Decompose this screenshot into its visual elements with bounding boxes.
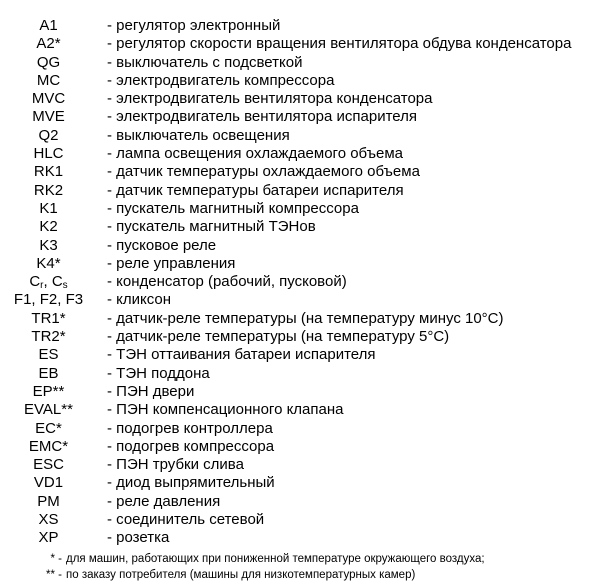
legend-code: K4* bbox=[36, 254, 61, 272]
legend-row bbox=[0, 54, 615, 72]
legend-row bbox=[0, 328, 615, 346]
legend-code: EP** bbox=[32, 382, 65, 400]
legend-row bbox=[0, 346, 615, 364]
legend-description: - датчик-реле температуры (на температуру минус 10°C) bbox=[107, 309, 504, 327]
footnote-text: по заказу потребителя (машины для низкотемпературных камер) bbox=[66, 569, 416, 581]
legend-code: EVAL** bbox=[24, 401, 73, 419]
legend-description: - электродвигатель вентилятора конденсатора bbox=[107, 90, 433, 108]
legend-row bbox=[0, 90, 615, 108]
legend-code: ESC bbox=[33, 456, 64, 474]
legend-row bbox=[0, 310, 615, 328]
legend-row bbox=[0, 163, 615, 181]
capacitor-separator: , C bbox=[43, 273, 63, 291]
legend-row bbox=[0, 365, 615, 383]
legend-code: QG bbox=[36, 53, 61, 71]
footnote-single-asterisk bbox=[0, 551, 615, 567]
legend-description: - лампа освещения охлаждаемого объема bbox=[107, 145, 404, 163]
legend-code: MC bbox=[36, 71, 61, 89]
legend-row bbox=[0, 383, 615, 401]
legend-description: - электродвигатель компрессора bbox=[107, 71, 335, 89]
legend-code: Q2 bbox=[38, 126, 59, 144]
legend-row bbox=[0, 420, 615, 438]
footnotes bbox=[0, 551, 615, 583]
legend-description: - ТЭН поддона bbox=[107, 364, 210, 382]
legend-row bbox=[0, 145, 615, 163]
legend-description: - кликсон bbox=[107, 291, 172, 309]
legend-description: - реле давления bbox=[107, 492, 221, 510]
legend-description: - регулятор скорости вращения вентилятора обдува конденсатора bbox=[107, 35, 572, 53]
legend-code: A1 bbox=[39, 17, 58, 34]
legend-row bbox=[0, 273, 615, 291]
legend-description: - датчик температуры батареи испарителя bbox=[107, 181, 404, 199]
legend-description: - ПЭН трубки слива bbox=[107, 456, 244, 474]
footnote-mark: * - bbox=[50, 553, 62, 565]
legend-code: XS bbox=[38, 511, 59, 529]
legend-row bbox=[0, 108, 615, 126]
legend-code: RK2 bbox=[33, 181, 64, 199]
capacitor-subscript-r: r bbox=[40, 280, 44, 292]
legend-row bbox=[0, 438, 615, 456]
legend-description: - выключатель с подсветкой bbox=[107, 53, 303, 71]
legend-row bbox=[0, 493, 615, 511]
legend-description: - подогрев контроллера bbox=[107, 419, 273, 437]
legend-code: RK1 bbox=[33, 163, 64, 181]
legend-description: - пускатель магнитный компрессора bbox=[107, 199, 359, 217]
legend-description: - ПЭН двери bbox=[107, 382, 195, 400]
legend-code: XP bbox=[38, 529, 59, 547]
legend-row bbox=[0, 237, 615, 255]
legend-row bbox=[0, 127, 615, 145]
legend-code: TR2* bbox=[31, 328, 66, 346]
legend-description: - пускатель магнитный ТЭНов bbox=[107, 218, 316, 236]
legend-code: EB bbox=[38, 364, 59, 382]
legend-description: - реле управления bbox=[107, 254, 236, 272]
legend-description: - датчик-реле температуры (на температуру 5°C) bbox=[107, 328, 450, 346]
legend-row bbox=[0, 218, 615, 236]
footnote-double-asterisk bbox=[0, 567, 615, 583]
legend-description: - регулятор электронный bbox=[107, 17, 281, 34]
legend-row bbox=[0, 529, 615, 547]
legend-code: EMC* bbox=[28, 437, 69, 455]
legend-code: K2 bbox=[39, 218, 58, 236]
legend-code: HLC bbox=[33, 145, 64, 163]
legend-list bbox=[0, 17, 615, 548]
legend-description: - конденсатор (рабочий, пусковой) bbox=[107, 273, 347, 291]
legend-code: F1, F2, F3 bbox=[13, 291, 84, 309]
legend-description: - выключатель освещения bbox=[107, 126, 290, 144]
legend-description: - розетка bbox=[107, 529, 170, 547]
legend-row bbox=[0, 291, 615, 309]
legend-description: - ТЭН оттаивания батареи испарителя bbox=[107, 346, 376, 364]
legend-code: MVE bbox=[32, 108, 65, 126]
legend-description: - датчик температуры охлаждаемого объема bbox=[107, 163, 420, 181]
legend-code: A2* bbox=[36, 35, 61, 53]
legend-row bbox=[0, 72, 615, 90]
legend-row bbox=[0, 17, 615, 35]
legend-row bbox=[0, 35, 615, 53]
legend-description: - пусковое реле bbox=[107, 236, 217, 254]
legend-code: K1 bbox=[39, 199, 58, 217]
legend-row bbox=[0, 255, 615, 273]
legend-code: TR1* bbox=[31, 309, 66, 327]
footnote-text: для машин, работающих при пониженной температуре окружающего воздуха; bbox=[66, 553, 485, 565]
legend-code: K3 bbox=[39, 236, 58, 254]
legend-code: ES bbox=[38, 346, 59, 364]
footnote-mark: ** - bbox=[46, 569, 62, 581]
legend-row bbox=[0, 401, 615, 419]
legend-row bbox=[0, 200, 615, 218]
legend-description: - электродвигатель вентилятора испарителя bbox=[107, 108, 418, 126]
legend-row bbox=[0, 474, 615, 492]
legend-row bbox=[0, 182, 615, 200]
legend-code: EC* bbox=[35, 419, 62, 437]
legend-code: VD1 bbox=[33, 474, 64, 492]
legend-row bbox=[0, 456, 615, 474]
legend-code: PM bbox=[37, 492, 60, 510]
capacitor-subscript-s: s bbox=[62, 280, 68, 292]
legend-description: - подогрев компрессора bbox=[107, 437, 275, 455]
capacitor-symbol: C bbox=[29, 273, 41, 291]
legend-description: - диод выпрямительный bbox=[107, 474, 275, 492]
legend-row bbox=[0, 511, 615, 529]
legend-description: - соединитель сетевой bbox=[107, 511, 265, 529]
legend-code: MVC bbox=[31, 90, 66, 108]
legend-description: - ПЭН компенсационного клапана bbox=[107, 401, 344, 419]
